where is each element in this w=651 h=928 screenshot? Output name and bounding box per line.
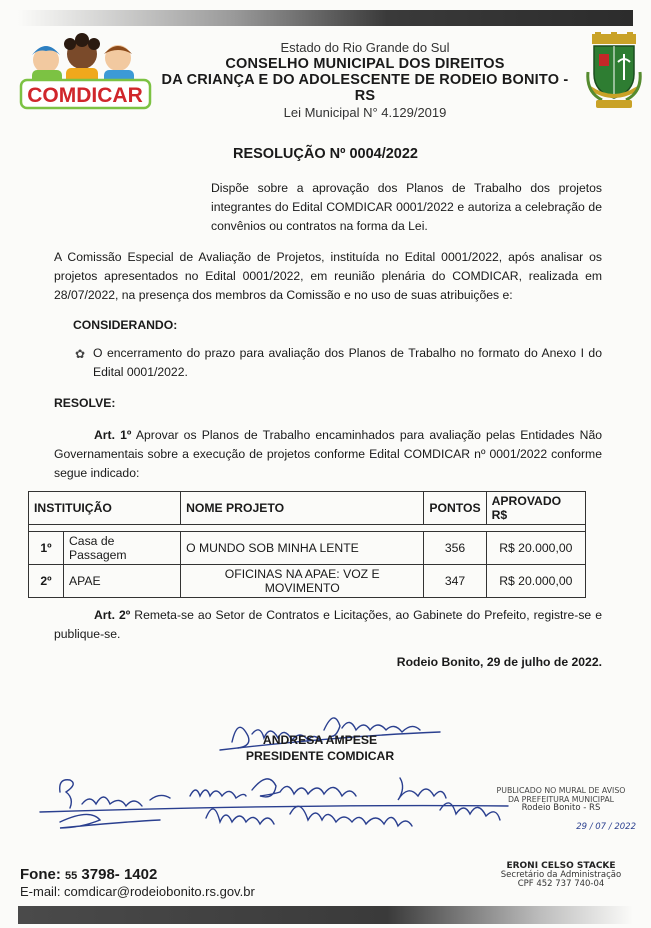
row-approved: R$ 20.000,00 xyxy=(486,565,585,598)
considering-text: O encerramento do prazo para avaliação dos Planos de Trabalho no formato do Anexo I do Edital 0001/2022. xyxy=(93,346,602,379)
row-project: O MUNDO SOB MINHA LENTE xyxy=(181,532,424,565)
stamp-cpf: CPF 452 737 740-04 xyxy=(517,879,605,889)
resolution-abstract: Dispõe sobre a aprovação dos Planos de Trabalho dos projetos integrantes do Edital COMDICAR 0001/2022 e autoriza a celebração de convênios ou contratos na forma da Lei. xyxy=(211,181,602,233)
phone-line xyxy=(20,866,157,883)
council-name-line1: CONSELHO MUNICIPAL DOS DIREITOS xyxy=(225,56,505,72)
leaf-bullet-icon: ✿ xyxy=(75,347,86,361)
table-row xyxy=(29,532,586,565)
footer-decorative-bar xyxy=(18,906,633,924)
row-institution: APAE xyxy=(64,565,181,598)
row-project: OFICINAS NA APAE: VOZ E MOVIMENTO xyxy=(181,565,424,598)
stamp-title: Secretário da Administração xyxy=(500,870,622,880)
table-spacer-row xyxy=(29,525,586,532)
dateline: Rodeio Bonito, 29 de julho de 2022. xyxy=(396,655,602,669)
municipal-law: Lei Municipal N° 4.129/2019 xyxy=(283,105,447,120)
stamp-name: ERONI CELSO STACKE xyxy=(506,861,616,871)
council-name-line2: DA CRIANÇA E DO ADOLESCENTE DE RODEIO BONITO - RS xyxy=(161,72,569,104)
header-decorative-bar xyxy=(18,10,633,26)
row-number: 1º xyxy=(29,532,64,565)
state-name: Estado do Rio Grande do Sul xyxy=(280,40,450,55)
intro-paragraph: A Comissão Especial de Avaliação de Projetos, instituída no Edital 0001/2022, após analisar os projetos apresentados no Edital 0001/2022, em reunião plenária do COMDICAR, realizada em 28/07/2022, na presença dos membros da Comissão e no uso de suas atribuições e: xyxy=(54,250,602,302)
approved-projects-table xyxy=(28,491,586,598)
president-signature-block xyxy=(200,732,440,764)
stamp-line1: PUBLICADO NO MURAL DE AVISO xyxy=(496,786,626,795)
resolution-title: RESOLUÇÃO Nº 0004/2022 xyxy=(232,146,418,162)
table-row xyxy=(29,565,586,598)
header-institution: INSTITUIÇÃO xyxy=(29,492,181,525)
table-header-row xyxy=(29,492,586,525)
letterhead xyxy=(160,40,570,121)
president-role: PRESIDENTE COMDICAR xyxy=(245,749,395,763)
row-number: 2º xyxy=(29,565,64,598)
considering-label: CONSIDERANDO: xyxy=(73,318,178,332)
stamp-line3: Rodeio Bonito - RS xyxy=(521,803,601,813)
municipal-crest-icon xyxy=(586,32,642,112)
article-1-text: Aprovar os Planos de Trabalho encaminhados para avaliação pelas Entidades Não Governamentais sobre a execução de projetos conforme Edital COMDICAR nº 0001/2022 conforme segue indicado: xyxy=(54,428,602,480)
row-points: 347 xyxy=(424,565,486,598)
article-2-label: Art. 2º xyxy=(94,608,131,622)
phone-prefix: 55 xyxy=(65,870,78,882)
stamp-line2: DA PREFEITURA MUNICIPAL xyxy=(507,795,614,804)
publication-stamp xyxy=(486,786,636,889)
header-approved: APROVADO R$ xyxy=(486,492,585,525)
article-1 xyxy=(54,426,602,483)
header-project-name: NOME PROJETO xyxy=(181,492,424,525)
considering-item xyxy=(75,344,602,382)
row-institution: Casa de Passagem xyxy=(64,532,181,565)
article-1-label: Art. 1º xyxy=(94,428,132,442)
row-points: 356 xyxy=(424,532,486,565)
header-points: PONTOS xyxy=(424,492,486,525)
article-2 xyxy=(54,606,602,644)
row-approved: R$ 20.000,00 xyxy=(486,532,585,565)
logo-text: COMDICAR xyxy=(27,84,143,107)
article-2-text: Remeta-se ao Setor de Contratos e Licitações, ao Gabinete do Prefeito, registre-se e publique-se. xyxy=(54,608,602,641)
email-line: E-mail: comdicar@rodeiobonito.rs.gov.br xyxy=(20,884,255,899)
phone-label: Fone: xyxy=(20,866,61,883)
phone-number: 3798- 1402 xyxy=(81,866,158,883)
comdicar-logo xyxy=(18,30,153,110)
stamp-date: 29 / 07 / 2022 xyxy=(576,822,636,832)
president-name: ANDRESA AMPESE xyxy=(262,733,378,747)
resolve-label: RESOLVE: xyxy=(54,396,116,410)
